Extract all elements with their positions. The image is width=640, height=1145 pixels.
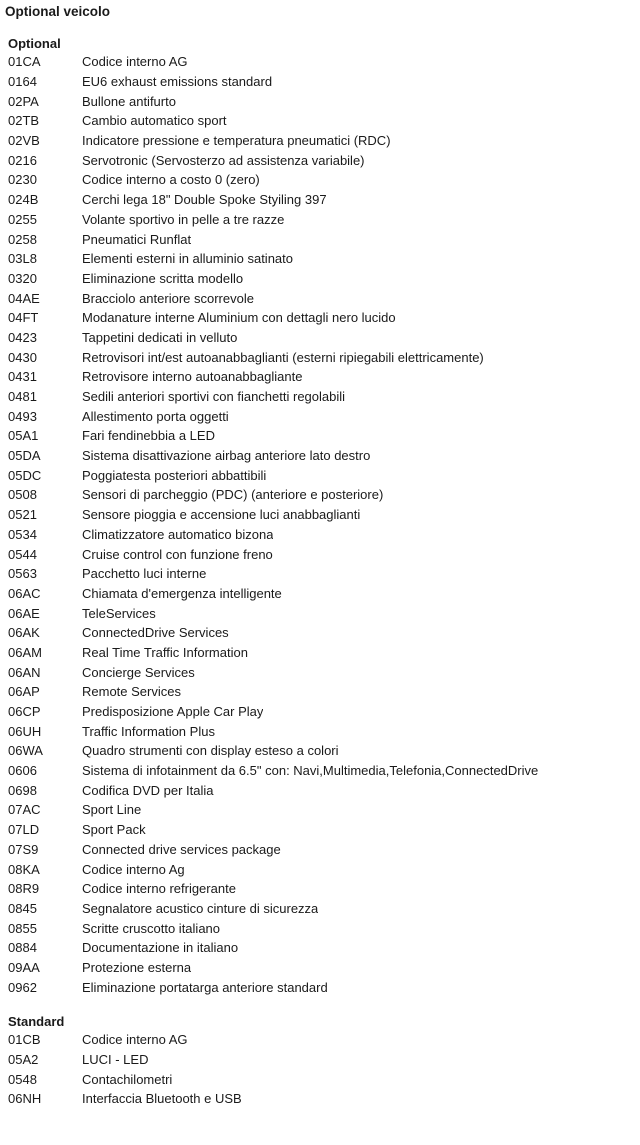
list-item [0, 229, 640, 249]
list-item [0, 741, 640, 761]
option-description: Codice interno AG [82, 1032, 188, 1048]
option-code: 04FT [8, 310, 39, 326]
option-code: 06CP [8, 704, 41, 720]
option-code: 03L8 [8, 251, 37, 267]
option-description: Sensori di parcheggio (PDC) (anteriore e posteriore) [82, 487, 384, 503]
list-item [0, 406, 640, 426]
list-item [0, 446, 640, 466]
option-code: 08KA [8, 861, 40, 877]
option-code: 07AC [8, 802, 41, 818]
option-code: 06AN [8, 664, 41, 680]
option-code: 0521 [8, 507, 37, 523]
list-item [0, 1030, 640, 1050]
option-code: 02PA [8, 93, 39, 109]
option-code: 06AM [8, 644, 42, 660]
list-item [0, 288, 640, 308]
option-code: 0320 [8, 270, 37, 286]
option-description: Volante sportivo in pelle a tre razze [82, 211, 285, 227]
list-item [0, 544, 640, 564]
option-description: Cerchi lega 18" Double Spoke Styiling 397 [82, 192, 327, 208]
list-item [0, 387, 640, 407]
list-item [0, 977, 640, 997]
option-description: TeleServices [82, 605, 156, 621]
option-description: EU6 exhaust emissions standard [82, 74, 273, 90]
optional-heading: Optional [8, 36, 61, 51]
list-item [0, 1089, 640, 1109]
option-description: Sensore pioggia e accensione luci anabbaglianti [82, 507, 361, 523]
option-description: Fari fendinebbia a LED [82, 428, 215, 444]
list-item [0, 72, 640, 92]
option-description: Cambio automatico sport [82, 113, 227, 129]
list-item [0, 52, 640, 72]
option-code: 06AC [8, 585, 41, 601]
list-item [0, 269, 640, 289]
option-code: 024B [8, 192, 39, 208]
option-code: 0216 [8, 152, 37, 168]
option-description: Codice interno AG [82, 54, 188, 70]
list-item [0, 918, 640, 938]
option-description: Contachilometri [82, 1071, 173, 1087]
option-code: 0258 [8, 231, 37, 247]
option-code: 0255 [8, 211, 37, 227]
list-item [0, 505, 640, 525]
option-code: 06WA [8, 743, 43, 759]
option-description: Real Time Traffic Information [82, 644, 248, 660]
list-item [0, 623, 640, 643]
list-item [0, 859, 640, 879]
list-item [0, 800, 640, 820]
option-code: 0845 [8, 900, 37, 916]
list-item [0, 702, 640, 722]
option-description: Codice interno refrigerante [82, 881, 236, 897]
option-description: Concierge Services [82, 664, 195, 680]
option-code: 09AA [8, 959, 40, 975]
option-description: Quadro strumenti con display esteso a colori [82, 743, 339, 759]
option-description: Servotronic (Servosterzo ad assistenza variabile) [82, 152, 365, 168]
list-item [0, 938, 640, 958]
option-description: Bullone antifurto [82, 93, 176, 109]
option-description: Cruise control con funzione freno [82, 546, 273, 562]
option-code: 06AK [8, 625, 40, 641]
option-description: Eliminazione scritta modello [82, 270, 244, 286]
option-description: Sistema di infotainment da 6.5" con: Navi,Multimedia,Telefonia,ConnectedDrive [82, 763, 539, 779]
list-item [0, 367, 640, 387]
option-code: 0548 [8, 1071, 37, 1087]
option-description: Sistema disattivazione airbag anteriore lato destro [82, 448, 371, 464]
option-code: 0855 [8, 920, 37, 936]
option-description: Tappetini dedicati in velluto [82, 329, 238, 345]
list-item [0, 347, 640, 367]
standard-section [0, 1014, 640, 1109]
list-item [0, 662, 640, 682]
optional-list [0, 52, 640, 997]
option-code: 0430 [8, 349, 37, 365]
option-description: Protezione esterna [82, 959, 192, 975]
list-item [0, 170, 640, 190]
option-code: 07LD [8, 822, 40, 838]
list-item [0, 958, 640, 978]
option-code: 06AE [8, 605, 40, 621]
option-code: 0431 [8, 369, 37, 385]
option-description: Connected drive services package [82, 841, 281, 857]
option-description: Elementi esterni in alluminio satinato [82, 251, 293, 267]
option-description: Codice interno a costo 0 (zero) [82, 172, 260, 188]
list-item [0, 899, 640, 919]
option-code: 05A1 [8, 428, 39, 444]
option-description: Segnalatore acustico cinture di sicurezza [82, 900, 319, 916]
page-title: Optional veicolo [5, 4, 111, 19]
list-item [0, 131, 640, 151]
option-description: Retrovisore interno autoanabbagliante [82, 369, 303, 385]
list-item [0, 210, 640, 230]
list-item [0, 1069, 640, 1089]
option-code: 04AE [8, 290, 40, 306]
list-item [0, 525, 640, 545]
list-item [0, 91, 640, 111]
option-code: 06AP [8, 684, 40, 700]
option-code: 07S9 [8, 841, 39, 857]
option-code: 0962 [8, 979, 37, 995]
option-code: 0164 [8, 74, 37, 90]
option-code: 02VB [8, 133, 40, 149]
option-description: LUCI - LED [82, 1052, 149, 1068]
option-description: Modanature interne Aluminium con dettagli nero lucido [82, 310, 396, 326]
option-description: Traffic Information Plus [82, 723, 215, 739]
list-item [0, 150, 640, 170]
list-item [0, 465, 640, 485]
list-item [0, 643, 640, 663]
option-description: Scritte cruscotto italiano [82, 920, 221, 936]
list-item [0, 603, 640, 623]
option-description: Pneumatici Runflat [82, 231, 192, 247]
option-code: 05DA [8, 448, 41, 464]
option-code: 01CA [8, 54, 41, 70]
list-item [0, 780, 640, 800]
standard-list [0, 1030, 640, 1109]
option-code: 0884 [8, 940, 37, 956]
list-item [0, 485, 640, 505]
option-code: 0563 [8, 566, 37, 582]
list-item [0, 761, 640, 781]
option-code: 01CB [8, 1032, 41, 1048]
list-item [0, 584, 640, 604]
option-code: 06UH [8, 723, 42, 739]
list-item [0, 879, 640, 899]
option-description: Interfaccia Bluetooth e USB [82, 1091, 242, 1107]
option-description: Predisposizione Apple Car Play [82, 704, 264, 720]
list-item [0, 308, 640, 328]
option-description: Sport Pack [82, 822, 146, 838]
option-code: 0493 [8, 408, 37, 424]
list-item [0, 564, 640, 584]
list-item [0, 249, 640, 269]
option-description: Codifica DVD per Italia [82, 782, 214, 798]
option-description: Codice interno Ag [82, 861, 185, 877]
option-code: 0481 [8, 389, 37, 405]
list-item [0, 328, 640, 348]
option-description: Eliminazione portatarga anteriore standard [82, 979, 328, 995]
option-description: Indicatore pressione e temperatura pneumatici (RDC) [82, 133, 391, 149]
option-description: Climatizzatore automatico bizona [82, 526, 274, 542]
option-description: ConnectedDrive Services [82, 625, 229, 641]
option-description: Poggiatesta posteriori abbattibili [82, 467, 267, 483]
option-description: Allestimento porta oggetti [82, 408, 229, 424]
list-item [0, 840, 640, 860]
list-item [0, 426, 640, 446]
list-item [0, 190, 640, 210]
option-code: 06NH [8, 1091, 42, 1107]
option-code: 08R9 [8, 881, 40, 897]
option-code: 0606 [8, 763, 37, 779]
list-item [0, 820, 640, 840]
option-description: Sport Line [82, 802, 142, 818]
option-description: Sedili anteriori sportivi con fianchetti regolabili [82, 389, 346, 405]
option-code: 0508 [8, 487, 37, 503]
option-code: 02TB [8, 113, 40, 129]
option-code: 0423 [8, 329, 37, 345]
list-item [0, 682, 640, 702]
option-code: 05A2 [8, 1052, 39, 1068]
option-code: 0698 [8, 782, 37, 798]
list-item [0, 1050, 640, 1070]
list-item [0, 111, 640, 131]
option-description: Chiamata d'emergenza intelligente [82, 585, 282, 601]
option-code: 0534 [8, 526, 37, 542]
standard-heading: Standard [8, 1014, 65, 1029]
option-code: 0544 [8, 546, 37, 562]
option-description: Pacchetto luci interne [82, 566, 207, 582]
option-description: Documentazione in italiano [82, 940, 239, 956]
optional-section [0, 36, 640, 997]
option-code: 0230 [8, 172, 37, 188]
option-description: Remote Services [82, 684, 181, 700]
option-description: Bracciolo anteriore scorrevole [82, 290, 254, 306]
list-item [0, 721, 640, 741]
option-description: Retrovisori int/est autoanabbaglianti (esterni ripiegabili elettricamente) [82, 349, 484, 365]
option-code: 05DC [8, 467, 42, 483]
